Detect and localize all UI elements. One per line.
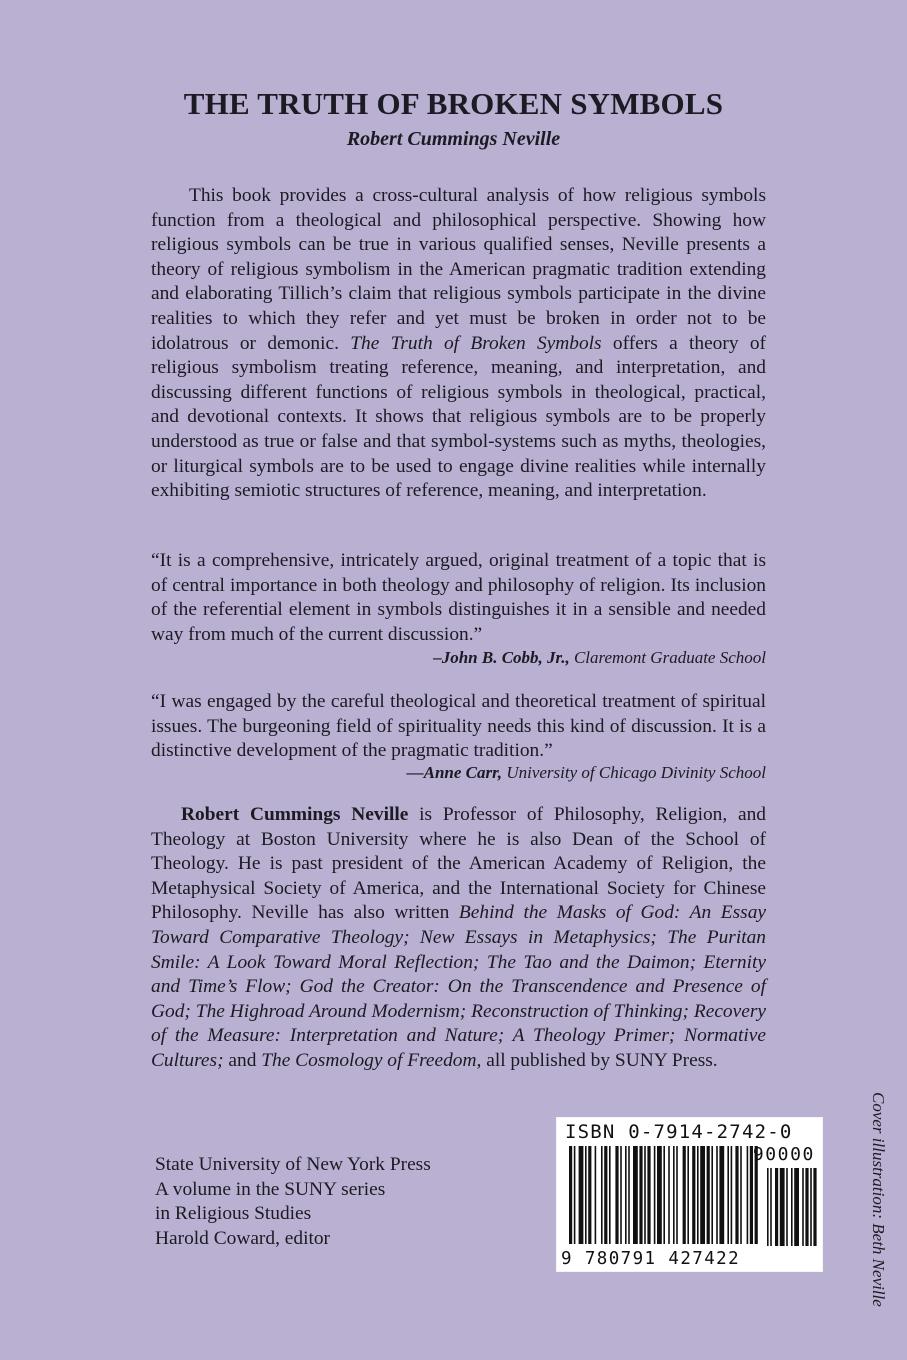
barcode-bar	[731, 1146, 733, 1244]
barcode-bar	[813, 1168, 816, 1246]
barcode-bar	[609, 1146, 611, 1244]
publisher-line: in Religious Studies	[155, 1203, 312, 1225]
endorsement-quote-2: “I was engaged by the careful theological and theoretical treatment of spiritual issues. The burgeoning field of spirituality needs this kind of discussion. It is a distinctive development of the pragmatic tradition.”	[151, 691, 766, 762]
barcode-bar	[740, 1146, 742, 1244]
isbn-barcode	[556, 1117, 823, 1272]
barcode-bar	[767, 1168, 769, 1246]
price-code: 90000	[752, 1144, 815, 1165]
barcode-bar	[775, 1168, 778, 1246]
barcode-bar	[805, 1168, 808, 1246]
barcode-bar	[687, 1146, 689, 1244]
barcode-bar	[585, 1146, 587, 1244]
barcode-bar	[657, 1146, 662, 1244]
barcode-bar	[604, 1146, 607, 1244]
barcode-bar	[786, 1168, 788, 1246]
bio-and: and	[223, 1049, 262, 1071]
barcode-bar	[716, 1146, 718, 1244]
barcode-bar	[663, 1146, 665, 1244]
barcode-bar	[647, 1146, 650, 1244]
barcode-bar	[692, 1146, 695, 1244]
book-author: Robert Cummings Neville	[346, 128, 561, 150]
barcode-bar	[574, 1146, 576, 1244]
barcode-bar	[700, 1146, 705, 1244]
barcode-bar	[780, 1168, 785, 1246]
barcode-bar	[601, 1146, 603, 1244]
publisher-info	[155, 1153, 431, 1251]
barcode-bar	[595, 1146, 597, 1244]
book-description	[151, 184, 766, 504]
cover-credit-text: Cover illustration: Beth Neville	[869, 1092, 888, 1307]
publisher-line: A volume in the SUNY series	[155, 1178, 386, 1200]
barcode-bar	[633, 1146, 638, 1244]
endorsement-attribution-2	[407, 763, 766, 783]
author-bio	[151, 803, 766, 1074]
barcode-bar	[620, 1146, 622, 1244]
endorser-name-2: —Anne Carr,	[406, 763, 503, 782]
publisher-line: Harold Coward, editor	[155, 1227, 331, 1249]
bio-author-name: Robert Cummings Neville	[181, 804, 409, 825]
endorser-affiliation-2: University of Chicago Divinity School	[506, 763, 766, 782]
endorser-affiliation-1: Claremont Graduate School	[573, 648, 766, 667]
publisher-line: State University of New York Press	[155, 1154, 431, 1175]
description-text-2: offers a theory of religious symbolism treating reference, meaning, and interpretation, and discussing different functions of religious symbols in theological, practical, and devotional contexts. It shows that religious symbols are to be properly understood as true or false and that symbol-systems such as myths, theologies, or liturgical symbols are to be used to engage divine realities while internally exhibiting semiotic structures of reference, meaning, and interpretation.	[151, 332, 766, 502]
barcode-bar	[628, 1146, 630, 1244]
description-text-1: This book provides a cross-cultural analysis of how religious symbols function from a theological and philosophical perspective. Showing how religious symbols can be true in various qualified senses, Neville presents a theory of religious symbolism in the American pragmatic tradition extending and elaborating Tillich’s claim that religious symbols participate in the divine realities to which they refer and yet must be broken in order not to be idolatrous or demonic.	[151, 185, 766, 354]
barcode-bar	[639, 1146, 642, 1244]
ean-digits: 9 780791 427422	[561, 1249, 741, 1269]
barcode-bar	[588, 1146, 591, 1244]
barcode-bar	[673, 1146, 675, 1244]
bio-text-2: all published by SUNY Press.	[481, 1049, 718, 1071]
barcode-bar	[697, 1146, 699, 1244]
barcode-bar	[810, 1168, 812, 1246]
barcode-bar	[791, 1168, 793, 1246]
endorser-name-1: –John B. Cobb, Jr.,	[433, 648, 570, 667]
barcode-bar	[735, 1146, 738, 1244]
barcode-bar	[615, 1146, 618, 1244]
barcode-bar	[579, 1146, 584, 1244]
endorsement-quote-1: “It is a comprehensive, intricately argued, original treatment of a topic that is of central importance in both theology and philosophy of religion. Its inclusion of the referential element in symbols distinguishes it in a sensible and needed way from much of the current discussion.”	[151, 550, 766, 645]
barcode-bar	[711, 1146, 713, 1244]
barcode-bar	[683, 1146, 686, 1244]
barcode-bar	[644, 1146, 646, 1244]
barcode-bar	[794, 1168, 799, 1246]
barcode-bar	[802, 1168, 804, 1246]
cover-credit	[866, 1092, 896, 1307]
barcode-bar	[770, 1168, 772, 1246]
barcode-bar	[676, 1146, 678, 1244]
endorsement-attribution-1	[433, 648, 766, 668]
barcode-bar	[569, 1146, 572, 1244]
barcode-bar	[625, 1146, 627, 1244]
barcode-bar	[654, 1146, 656, 1244]
barcode-bar	[727, 1146, 729, 1244]
description-title-ref: The Truth of Broken Symbols	[350, 332, 602, 354]
barcode-bar	[747, 1146, 749, 1244]
bio-books-list: Behind the Masks of God: An Essay Toward Comparative Theology; New Essays in Metaphysics; The Puritan Smile: A Look Toward Moral Reflection; The Tao and the Daimon; Eternity and Time’s Flow; God the Creator: On the Transcendence and Presence of God; The Highroad Around Modernism; Reconstruction of Thinking; Recovery of the Measure: Interpretation and Nature; A Theology Primer; Normative Cultures;	[151, 902, 767, 1071]
barcode-bar	[719, 1146, 724, 1244]
book-title: THE TRUTH OF BROKEN SYMBOLS	[183, 86, 724, 121]
isbn-label: ISBN 0-7914-2742-0	[565, 1121, 793, 1143]
barcode-bar	[707, 1146, 710, 1244]
bio-book-last: The Cosmology of Freedom,	[261, 1049, 482, 1071]
bio-text-1: is Professor of Philosophy, Religion, and Theology at Boston University where he is also Dean of the School of Theology. He is past president of the American Academy of Religion, the Metaphysical Society of America, and the International Society for Chinese Philosophy. Neville has also written	[151, 804, 766, 924]
barcode-bar	[668, 1146, 670, 1244]
